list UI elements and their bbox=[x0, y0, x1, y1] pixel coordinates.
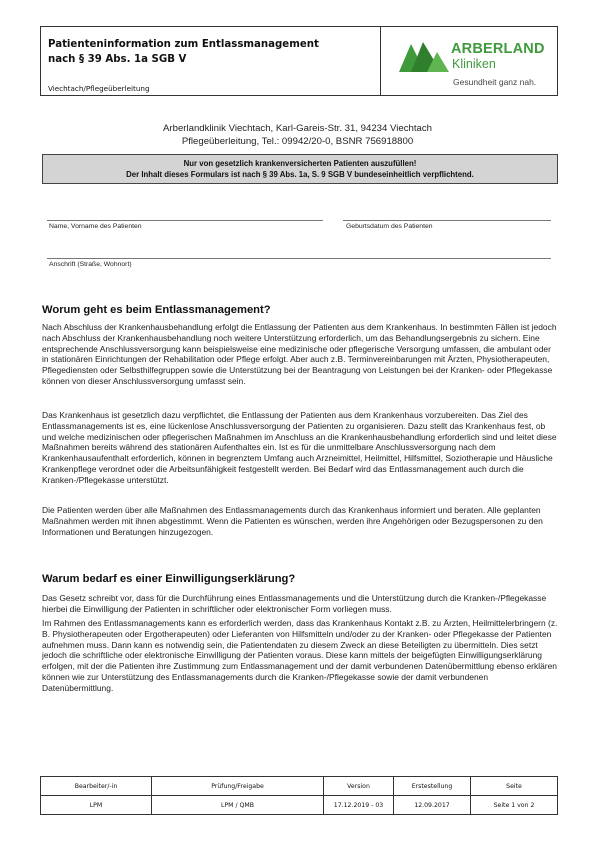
birthdate-field-line[interactable] bbox=[343, 220, 551, 221]
footer-approval: LPM / QMB bbox=[152, 796, 324, 815]
footer-header-page: Seite bbox=[471, 777, 558, 796]
document-header bbox=[40, 26, 558, 96]
notice-line-2: Der Inhalt dieses Formulars ist nach § 39 Abs. 1a, S. 9 SGB V bundeseinheitlich verpflichtend. bbox=[126, 169, 474, 179]
department-label: Viechtach/Pflegeüberleitung bbox=[48, 84, 150, 93]
notice-line-1: Nur von gesetzlich krankenversicherten Patienten auszufüllen! bbox=[183, 159, 417, 168]
section-1-paragraph-2: Das Krankenhaus ist gesetzlich dazu verpflichtet, die Entlassung der Patienten aus dem Krankenhaus vorzubereiten. Das Ziel des Entlassmanagements ist es, eine lückenlose Anschlussversorgung der Patienten zu organisieren. Dazu stellt das Krankenhaus fest, ob und welche medizinischen oder pflegerischen Maßnahmen im Anschluss an die Krankenhausbehandlung erforderlich sind und leitet diese Maßnahmen bereits während des stationären Aufenthaltes ein. Ist es für die unmittelbare Anschlussversorgung nach dem Krankenhausaufenthalt erforderlich, können in begrenztem Umfang auch Arzneimittel, Heilmittel, Hilfsmittel, Soziotherapie und Häusliche Krankenpflege verordnet oder die Arbeitsunfähigkeit festgestellt werden. Bei Bedarf wird das Entlassmanagement auch durch die Kranken-/Pflegekasse unterstützt. bbox=[42, 410, 557, 485]
document-title bbox=[48, 37, 368, 67]
clinic-address-line-1: Arberlandklinik Viechtach, Karl-Gareis-Str. 31, 94234 Viechtach bbox=[163, 123, 432, 134]
address-field-label: Anschrift (Straße, Wohnort) bbox=[49, 261, 132, 268]
notice-box bbox=[42, 154, 558, 184]
footer-version: 17.12.2019 - 03 bbox=[324, 796, 394, 815]
logo-tagline: Gesundheit ganz nah. bbox=[453, 77, 537, 87]
footer-page: Seite 1 von 2 bbox=[471, 796, 558, 815]
footer-header-approval: Prüfung/Freigabe bbox=[152, 777, 324, 796]
logo-name: ARBERLAND bbox=[451, 41, 545, 57]
name-field-label: Name, Vorname des Patienten bbox=[49, 223, 142, 230]
birthdate-field-label: Geburtsdatum des Patienten bbox=[346, 223, 433, 230]
footer-value-row bbox=[41, 796, 558, 815]
section-1-paragraph-3: Die Patienten werden über alle Maßnahmen des Entlassmanagements durch das Krankenhaus informiert und beraten. Alle geplanten Maßnahmen werden mit ihnen abgestimmt. Wenn die Patienten es wünschen, werden ihre Angehörigen oder Bezugspersonen zu den Informationen und Beratungen hinzugezogen. bbox=[42, 505, 543, 537]
footer-header-editor: Bearbeiter/-in bbox=[41, 777, 152, 796]
mountain-logo-icon bbox=[399, 38, 449, 72]
section-2-paragraph-2: Im Rahmen des Entlassmanagements kann es erforderlich werden, dass das Krankenhaus Kontakt z.B. zu Ärzten, Heilmittelerbringern (z. B. Physiotherapeuten oder Ergotherapeuten) oder Lieferanten von Hilfsmitteln und/oder zu der Kranken- oder Pflegekasse der Patienten aufnehmen muss. Dann kann es notwendig sein, die Patientendaten zu diesem Zweck an diese Beteiligten zu übermitteln. Dies setzt jedoch die schriftliche oder elektronische Einwilligung der Patienten voraus. Diese kann mittels der beigefügten Einwilligungserklärung erfolgen, mit der die Patienten ihre Zustimmung zum Entlassmanagement und der damit verbundenen Datenübermittlung ebenso erklären können wie zur Unterstützung des Entlassmanagements durch die Kranken-/Pflegekasse sowie der damit verbundenen Datenübermittlung. bbox=[42, 618, 558, 693]
footer-header-created: Erstestellung bbox=[394, 777, 471, 796]
logo-subname: Kliniken bbox=[452, 57, 496, 71]
document-control-table bbox=[40, 776, 558, 815]
section-1-heading: Worum geht es beim Entlassmanagement? bbox=[42, 304, 271, 316]
title-line-2: nach § 39 Abs. 1a SGB V bbox=[48, 54, 187, 65]
section-1-paragraph-1: Nach Abschluss der Krankenhausbehandlung erfolgt die Entlassung der Patienten aus dem Krankenhaus. In bestimmten Fällen ist jedoch nach Abschluss der Krankenhausbehandlung noch weitere Unterstützung erforderlich, um das Behandlungsergebnis zu sichern. Eine entsprechende Anschlussversorgung kann beispielsweise eine medizinische oder pflegerische Versorgung umfassen, die ambulant oder in stationären Einrichtungen der Rehabilitation oder Pflege erfolgt. Aber auch z.B. Terminvereinbarungen mit Ärzten, Physiotherapeuten, Pflegediensten oder Selbsthilfegruppen sowie die Unterstützung bei der Beantragung von Leistungen bei der Kranken- oder Pflegekasse können von dieser Anschlussversorgung umfasst sein. bbox=[42, 322, 557, 386]
footer-header-version: Version bbox=[324, 777, 394, 796]
name-field-line[interactable] bbox=[47, 220, 323, 221]
arberland-logo bbox=[388, 35, 553, 91]
clinic-address-line-2: Pflegeüberleitung, Tel.: 09942/20-0, BSNR 756918800 bbox=[181, 136, 414, 147]
section-2-heading: Warum bedarf es einer Einwilligungserklärung? bbox=[42, 573, 296, 585]
header-title-cell bbox=[41, 27, 381, 95]
section-2-paragraph-1: Das Gesetz schreibt vor, dass für die Durchführung eines Entlassmanagements und die Unterstützung durch die Kranken-/Pflegekasse hierbei die Einwilligung der Patienten in schriftlicher oder elektronischer Form vorliegen muss. bbox=[42, 593, 547, 614]
footer-header-row bbox=[41, 777, 558, 796]
footer-editor: LPM bbox=[41, 796, 152, 815]
title-line-1: Patienteninformation zum Entlassmanagement bbox=[48, 39, 319, 50]
footer-created: 12.09.2017 bbox=[394, 796, 471, 815]
address-field-line[interactable] bbox=[47, 258, 551, 259]
